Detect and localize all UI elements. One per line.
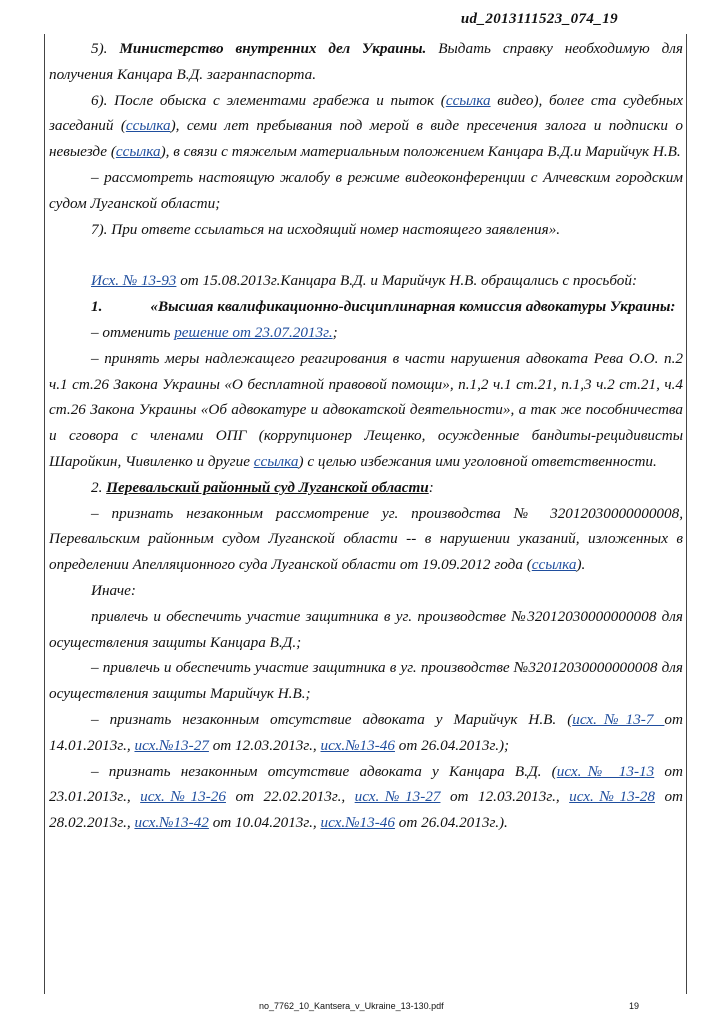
appeal-ruling-link[interactable]: ссылка	[531, 556, 577, 574]
paragraph-text: ;	[332, 323, 338, 341]
heading-court	[49, 475, 683, 501]
paragraph-text: от 26.04.2013г.);	[394, 736, 510, 754]
paragraph-text: от 14.01.2013г.,	[49, 710, 683, 754]
outgoing-13-46-link[interactable]: исх.№13-46	[320, 736, 395, 754]
paragraph-text: – признать незаконным отсутствие адвоката у Марийчук Н.В. (	[91, 710, 573, 728]
paragraph-text: от 10.04.2013г.,	[208, 814, 321, 832]
paragraph-item-6	[49, 88, 683, 165]
heading-commission	[49, 294, 683, 320]
video-link[interactable]: ссылка	[445, 91, 491, 109]
bail-link[interactable]: ссылка	[115, 143, 161, 161]
paragraph-text: – принять меры надлежащего реагирования в части нарушения адвоката Рева О.О. п.2 ч.1 ст.26 Закона Украины «О бесплатной правовой помощи», п.1,2 ч.1 ст.21, п.1,3 ч.2 ст.21, ч.4 ст.26 Закона Украины «Об адвокатуре и адвокатской деятельности», а так же пособничества и сговора с членами ОПГ (коррупционер Лещенко, осужденные бандиты-рецидивисты Шаройкин, Чивиленко и другие	[49, 349, 683, 470]
decision-link[interactable]: решение от 23.07.2013г.	[174, 323, 333, 341]
heading-colon: :	[428, 478, 434, 496]
paragraph-text: от 12.03.2013г.,	[440, 788, 570, 806]
page-number: 19	[629, 1001, 640, 1011]
paragraph-text: ), в связи с тяжелым материальным положением Канцара В.Д.и Марийчук Н.В.	[160, 143, 681, 161]
paragraph-text: от 22.02.2013г.,	[225, 788, 355, 806]
paragraph-outgoing-ref	[49, 268, 683, 294]
heading-text: Перевальский районный суд Луганской области	[106, 478, 429, 496]
paragraph-text: – признать незаконным рассмотрение уг. производства № 32012030000000008, Перевальским районным судом Луганской области -- в нарушении указаний, изложенных в определении Апелляционного суда Луганской области от 19.09.2012 года (	[49, 504, 683, 574]
opg-link[interactable]: ссылка	[253, 452, 299, 470]
right-border-line	[686, 34, 687, 994]
paragraph-text: – отменить	[91, 323, 175, 341]
heading-number: 2.	[91, 478, 103, 496]
paragraph-unlawful-proceeding	[49, 501, 683, 578]
outgoing-13-46-link[interactable]: исх.№13-46	[320, 814, 395, 832]
outgoing-13-28-link[interactable]: исх.№13-28	[569, 788, 655, 806]
outgoing-13-42-link[interactable]: исх.№13-42	[134, 814, 209, 832]
paragraph-text: 6). После обыска с элементами грабежа и пыток (	[91, 91, 446, 109]
footer-filename: no_7762_10_Kantsera_v_Ukraine_13-130.pdf	[259, 1001, 444, 1011]
paragraph-videoconference: – рассмотреть настоящую жалобу в режиме видеоконференции с Алчевским городским судом Луганской области;	[49, 168, 683, 212]
paragraph-text: ), семи лет пребывания под мерой в виде пресечения залога и подписки о невыезде (	[49, 117, 683, 161]
paragraph-gap	[49, 242, 683, 268]
paragraph-defender-kantsara: привлечь и обеспечить участие защитника в уг. производстве №32012030000000008 для осуществления защиты Канцара В.Д.;	[49, 607, 683, 651]
outgoing-13-26-link[interactable]: исх.№13-26	[140, 788, 226, 806]
document-id-header: ud_2013111523_074_19	[460, 11, 618, 27]
document-body	[49, 36, 683, 836]
paragraph-cancel-decision	[49, 320, 683, 346]
paragraph-text: от 26.04.2013г.).	[394, 814, 508, 832]
left-border-line	[44, 34, 45, 994]
paragraph-take-measures	[49, 346, 683, 475]
outgoing-13-93-link[interactable]: Исх. № 13-93	[91, 272, 177, 290]
paragraph-text: от 28.02.2013г.,	[49, 788, 684, 832]
paragraph-otherwise: Иначе:	[91, 581, 136, 599]
outgoing-13-7-link[interactable]: исх.№13-7	[572, 710, 665, 728]
paragraph-text: от 15.08.2013г.Канцара В.Д. и Марийчук Н.В. обращались с просьбой:	[176, 272, 638, 290]
paragraph-no-lawyer-mariychuk	[49, 707, 683, 759]
paragraph-defender-mariychuk: – привлечь и обеспечить участие защитника в уг. производстве №32012030000000008 для осуществления защиты Марийчук Н.В.;	[49, 659, 683, 703]
outgoing-13-13-link[interactable]: исх.№ 13-13	[556, 762, 655, 780]
paragraph-text: ) с целью избежания ими уголовной ответственности.	[298, 452, 657, 470]
paragraph-text: – признать незаконным отсутствие адвоката у Канцара В.Д. (	[91, 762, 557, 780]
paragraph-item-5	[49, 36, 683, 88]
outgoing-13-27-link[interactable]: исх.№13-27	[354, 788, 441, 806]
addressee-name: Министерство внутренних дел Украины.	[119, 40, 427, 57]
item-number: 5).	[91, 40, 120, 57]
paragraph-text: ).	[576, 556, 586, 574]
outgoing-13-27-link[interactable]: исх.№13-27	[134, 736, 209, 754]
paragraph-item-7: 7). При ответе ссылаться на исходящий номер настоящего заявления».	[91, 220, 561, 238]
hearings-link[interactable]: ссылка	[125, 117, 171, 135]
paragraph-text: Выдать справку необходимую для получения Канцара В.Д. загранпаспорта.	[49, 40, 683, 83]
paragraph-text: от 23.01.2013г.,	[49, 762, 683, 806]
paragraph-no-lawyer-kantsara	[49, 759, 683, 836]
heading-text: «Высшая квалификационно-дисциплинарная комиссия адвокатуры Украины:	[150, 298, 676, 316]
heading-number: 1.	[91, 298, 103, 316]
paragraph-text: видео), более ста судебных заседаний (	[49, 91, 684, 135]
paragraph-text: от 12.03.2013г.,	[208, 736, 321, 754]
